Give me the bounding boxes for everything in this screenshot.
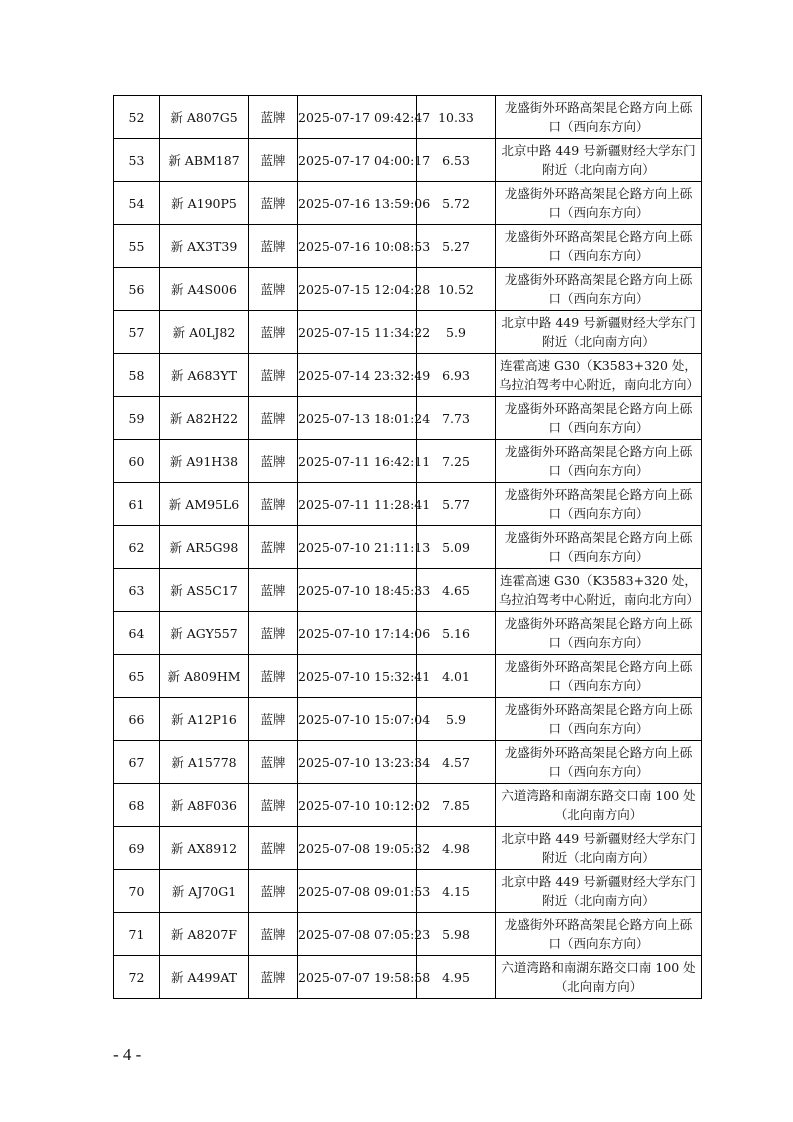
record-number-cell: 68 [114, 784, 160, 827]
location-cell: 龙盛街外环路高架昆仑路方向上砾口（西向东方向） [496, 268, 702, 311]
value-cell: 6.93 [417, 354, 496, 397]
plate-color-cell: 蓝牌 [249, 139, 298, 182]
location-cell: 龙盛街外环路高架昆仑路方向上砾口（西向东方向） [496, 483, 702, 526]
plate-color-cell: 蓝牌 [249, 698, 298, 741]
plate-color-cell: 蓝牌 [249, 268, 298, 311]
plate-number-cell: 新 A15778 [160, 741, 249, 784]
timestamp-cell: 2025-07-11 11:28:41 [298, 483, 417, 526]
location-cell: 连霍高速 G30（K3583+320 处，乌拉泊驾考中心附近，南向北方向） [496, 354, 702, 397]
value-cell: 4.95 [417, 956, 496, 999]
plate-color-cell: 蓝牌 [249, 397, 298, 440]
plate-color-cell: 蓝牌 [249, 956, 298, 999]
plate-color-cell: 蓝牌 [249, 354, 298, 397]
record-number-cell: 65 [114, 655, 160, 698]
value-cell: 4.57 [417, 741, 496, 784]
plate-number-cell: 新 A190P5 [160, 182, 249, 225]
record-number-cell: 72 [114, 956, 160, 999]
record-number-cell: 54 [114, 182, 160, 225]
plate-color-cell: 蓝牌 [249, 182, 298, 225]
plate-number-cell: 新 AX3T39 [160, 225, 249, 268]
table-row [114, 483, 702, 526]
table-row [114, 784, 702, 827]
location-cell: 龙盛街外环路高架昆仑路方向上砾口（西向东方向） [496, 655, 702, 698]
plate-color-cell: 蓝牌 [249, 569, 298, 612]
value-cell: 5.09 [417, 526, 496, 569]
plate-number-cell: 新 AS5C17 [160, 569, 249, 612]
plate-color-cell: 蓝牌 [249, 526, 298, 569]
location-cell: 龙盛街外环路高架昆仑路方向上砾口（西向东方向） [496, 913, 702, 956]
location-cell: 六道湾路和南湖东路交口南 100 处（北向南方向） [496, 956, 702, 999]
table-row [114, 225, 702, 268]
table-row [114, 96, 702, 139]
table-row [114, 440, 702, 483]
plate-color-cell: 蓝牌 [249, 311, 298, 354]
value-cell: 7.85 [417, 784, 496, 827]
table-row [114, 139, 702, 182]
value-cell: 4.98 [417, 827, 496, 870]
timestamp-cell: 2025-07-14 23:32:49 [298, 354, 417, 397]
table-row [114, 354, 702, 397]
plate-color-cell: 蓝牌 [249, 96, 298, 139]
location-cell: 龙盛街外环路高架昆仑路方向上砾口（西向东方向） [496, 741, 702, 784]
timestamp-cell: 2025-07-17 04:00:17 [298, 139, 417, 182]
value-cell: 4.15 [417, 870, 496, 913]
value-cell: 4.65 [417, 569, 496, 612]
timestamp-cell: 2025-07-10 13:23:34 [298, 741, 417, 784]
timestamp-cell: 2025-07-08 19:05:32 [298, 827, 417, 870]
value-cell: 7.25 [417, 440, 496, 483]
location-cell: 龙盛街外环路高架昆仑路方向上砾口（西向东方向） [496, 397, 702, 440]
value-cell: 5.77 [417, 483, 496, 526]
value-cell: 5.98 [417, 913, 496, 956]
value-cell: 5.27 [417, 225, 496, 268]
table-row [114, 397, 702, 440]
value-cell: 5.9 [417, 698, 496, 741]
plate-number-cell: 新 A683YT [160, 354, 249, 397]
table-row [114, 268, 702, 311]
table-row [114, 741, 702, 784]
table-row [114, 655, 702, 698]
table-row [114, 526, 702, 569]
plate-color-cell: 蓝牌 [249, 913, 298, 956]
location-cell: 龙盛街外环路高架昆仑路方向上砾口（西向东方向） [496, 526, 702, 569]
plate-number-cell: 新 A91H38 [160, 440, 249, 483]
value-cell: 5.16 [417, 612, 496, 655]
plate-color-cell: 蓝牌 [249, 784, 298, 827]
location-cell: 龙盛街外环路高架昆仑路方向上砾口（西向东方向） [496, 698, 702, 741]
plate-number-cell: 新 A82H22 [160, 397, 249, 440]
table-row [114, 913, 702, 956]
record-number-cell: 71 [114, 913, 160, 956]
value-cell: 5.9 [417, 311, 496, 354]
record-number-cell: 69 [114, 827, 160, 870]
plate-number-cell: 新 ABM187 [160, 139, 249, 182]
location-cell: 龙盛街外环路高架昆仑路方向上砾口（西向东方向） [496, 96, 702, 139]
plate-number-cell: 新 A499AT [160, 956, 249, 999]
table-row [114, 311, 702, 354]
timestamp-cell: 2025-07-10 15:07:04 [298, 698, 417, 741]
timestamp-cell: 2025-07-16 13:59:06 [298, 182, 417, 225]
record-number-cell: 59 [114, 397, 160, 440]
location-cell: 北京中路 449 号新疆财经大学东门附近（北向南方向） [496, 827, 702, 870]
timestamp-cell: 2025-07-08 07:05:23 [298, 913, 417, 956]
timestamp-cell: 2025-07-11 16:42:11 [298, 440, 417, 483]
page-number: - 4 - [113, 1045, 142, 1064]
value-cell: 5.72 [417, 182, 496, 225]
record-number-cell: 63 [114, 569, 160, 612]
plate-number-cell: 新 A809HM [160, 655, 249, 698]
record-number-cell: 67 [114, 741, 160, 784]
timestamp-cell: 2025-07-13 18:01:24 [298, 397, 417, 440]
table-row [114, 698, 702, 741]
records-table [113, 95, 702, 999]
timestamp-cell: 2025-07-08 09:01:53 [298, 870, 417, 913]
plate-color-cell: 蓝牌 [249, 870, 298, 913]
table-row [114, 612, 702, 655]
location-cell: 龙盛街外环路高架昆仑路方向上砾口（西向东方向） [496, 182, 702, 225]
plate-number-cell: 新 AM95L6 [160, 483, 249, 526]
plate-number-cell: 新 A8207F [160, 913, 249, 956]
location-cell: 龙盛街外环路高架昆仑路方向上砾口（西向东方向） [496, 225, 702, 268]
timestamp-cell: 2025-07-10 18:45:33 [298, 569, 417, 612]
plate-number-cell: 新 A807G5 [160, 96, 249, 139]
plate-number-cell: 新 AJ70G1 [160, 870, 249, 913]
plate-color-cell: 蓝牌 [249, 483, 298, 526]
location-cell: 龙盛街外环路高架昆仑路方向上砾口（西向东方向） [496, 440, 702, 483]
timestamp-cell: 2025-07-10 10:12:02 [298, 784, 417, 827]
plate-color-cell: 蓝牌 [249, 225, 298, 268]
table-row [114, 827, 702, 870]
value-cell: 6.53 [417, 139, 496, 182]
timestamp-cell: 2025-07-16 10:08:53 [298, 225, 417, 268]
table-row [114, 956, 702, 999]
record-number-cell: 61 [114, 483, 160, 526]
timestamp-cell: 2025-07-10 21:11:13 [298, 526, 417, 569]
plate-color-cell: 蓝牌 [249, 827, 298, 870]
plate-number-cell: 新 A12P16 [160, 698, 249, 741]
location-cell: 北京中路 449 号新疆财经大学东门附近（北向南方向） [496, 870, 702, 913]
records-table-body [114, 96, 702, 999]
table-row [114, 870, 702, 913]
value-cell: 7.73 [417, 397, 496, 440]
plate-color-cell: 蓝牌 [249, 741, 298, 784]
record-number-cell: 66 [114, 698, 160, 741]
record-number-cell: 70 [114, 870, 160, 913]
timestamp-cell: 2025-07-10 15:32:41 [298, 655, 417, 698]
value-cell: 10.33 [417, 96, 496, 139]
plate-number-cell: 新 AX8912 [160, 827, 249, 870]
timestamp-cell: 2025-07-10 17:14:06 [298, 612, 417, 655]
record-number-cell: 55 [114, 225, 160, 268]
location-cell: 北京中路 449 号新疆财经大学东门附近（北向南方向） [496, 139, 702, 182]
plate-number-cell: 新 AR5G98 [160, 526, 249, 569]
timestamp-cell: 2025-07-15 11:34:22 [298, 311, 417, 354]
plate-color-cell: 蓝牌 [249, 655, 298, 698]
plate-number-cell: 新 AGY557 [160, 612, 249, 655]
plate-color-cell: 蓝牌 [249, 440, 298, 483]
plate-color-cell: 蓝牌 [249, 612, 298, 655]
record-number-cell: 64 [114, 612, 160, 655]
record-number-cell: 53 [114, 139, 160, 182]
plate-number-cell: 新 A0LJ82 [160, 311, 249, 354]
location-cell: 连霍高速 G30（K3583+320 处，乌拉泊驾考中心附近，南向北方向） [496, 569, 702, 612]
value-cell: 10.52 [417, 268, 496, 311]
record-number-cell: 56 [114, 268, 160, 311]
location-cell: 龙盛街外环路高架昆仑路方向上砾口（西向东方向） [496, 612, 702, 655]
table-row [114, 182, 702, 225]
location-cell: 六道湾路和南湖东路交口南 100 处（北向南方向） [496, 784, 702, 827]
plate-number-cell: 新 A8F036 [160, 784, 249, 827]
value-cell: 4.01 [417, 655, 496, 698]
timestamp-cell: 2025-07-17 09:42:47 [298, 96, 417, 139]
record-number-cell: 52 [114, 96, 160, 139]
record-number-cell: 60 [114, 440, 160, 483]
timestamp-cell: 2025-07-07 19:58:58 [298, 956, 417, 999]
record-number-cell: 58 [114, 354, 160, 397]
plate-number-cell: 新 A4S006 [160, 268, 249, 311]
timestamp-cell: 2025-07-15 12:04:28 [298, 268, 417, 311]
record-number-cell: 62 [114, 526, 160, 569]
table-row [114, 569, 702, 612]
record-number-cell: 57 [114, 311, 160, 354]
location-cell: 北京中路 449 号新疆财经大学东门附近（北向南方向） [496, 311, 702, 354]
